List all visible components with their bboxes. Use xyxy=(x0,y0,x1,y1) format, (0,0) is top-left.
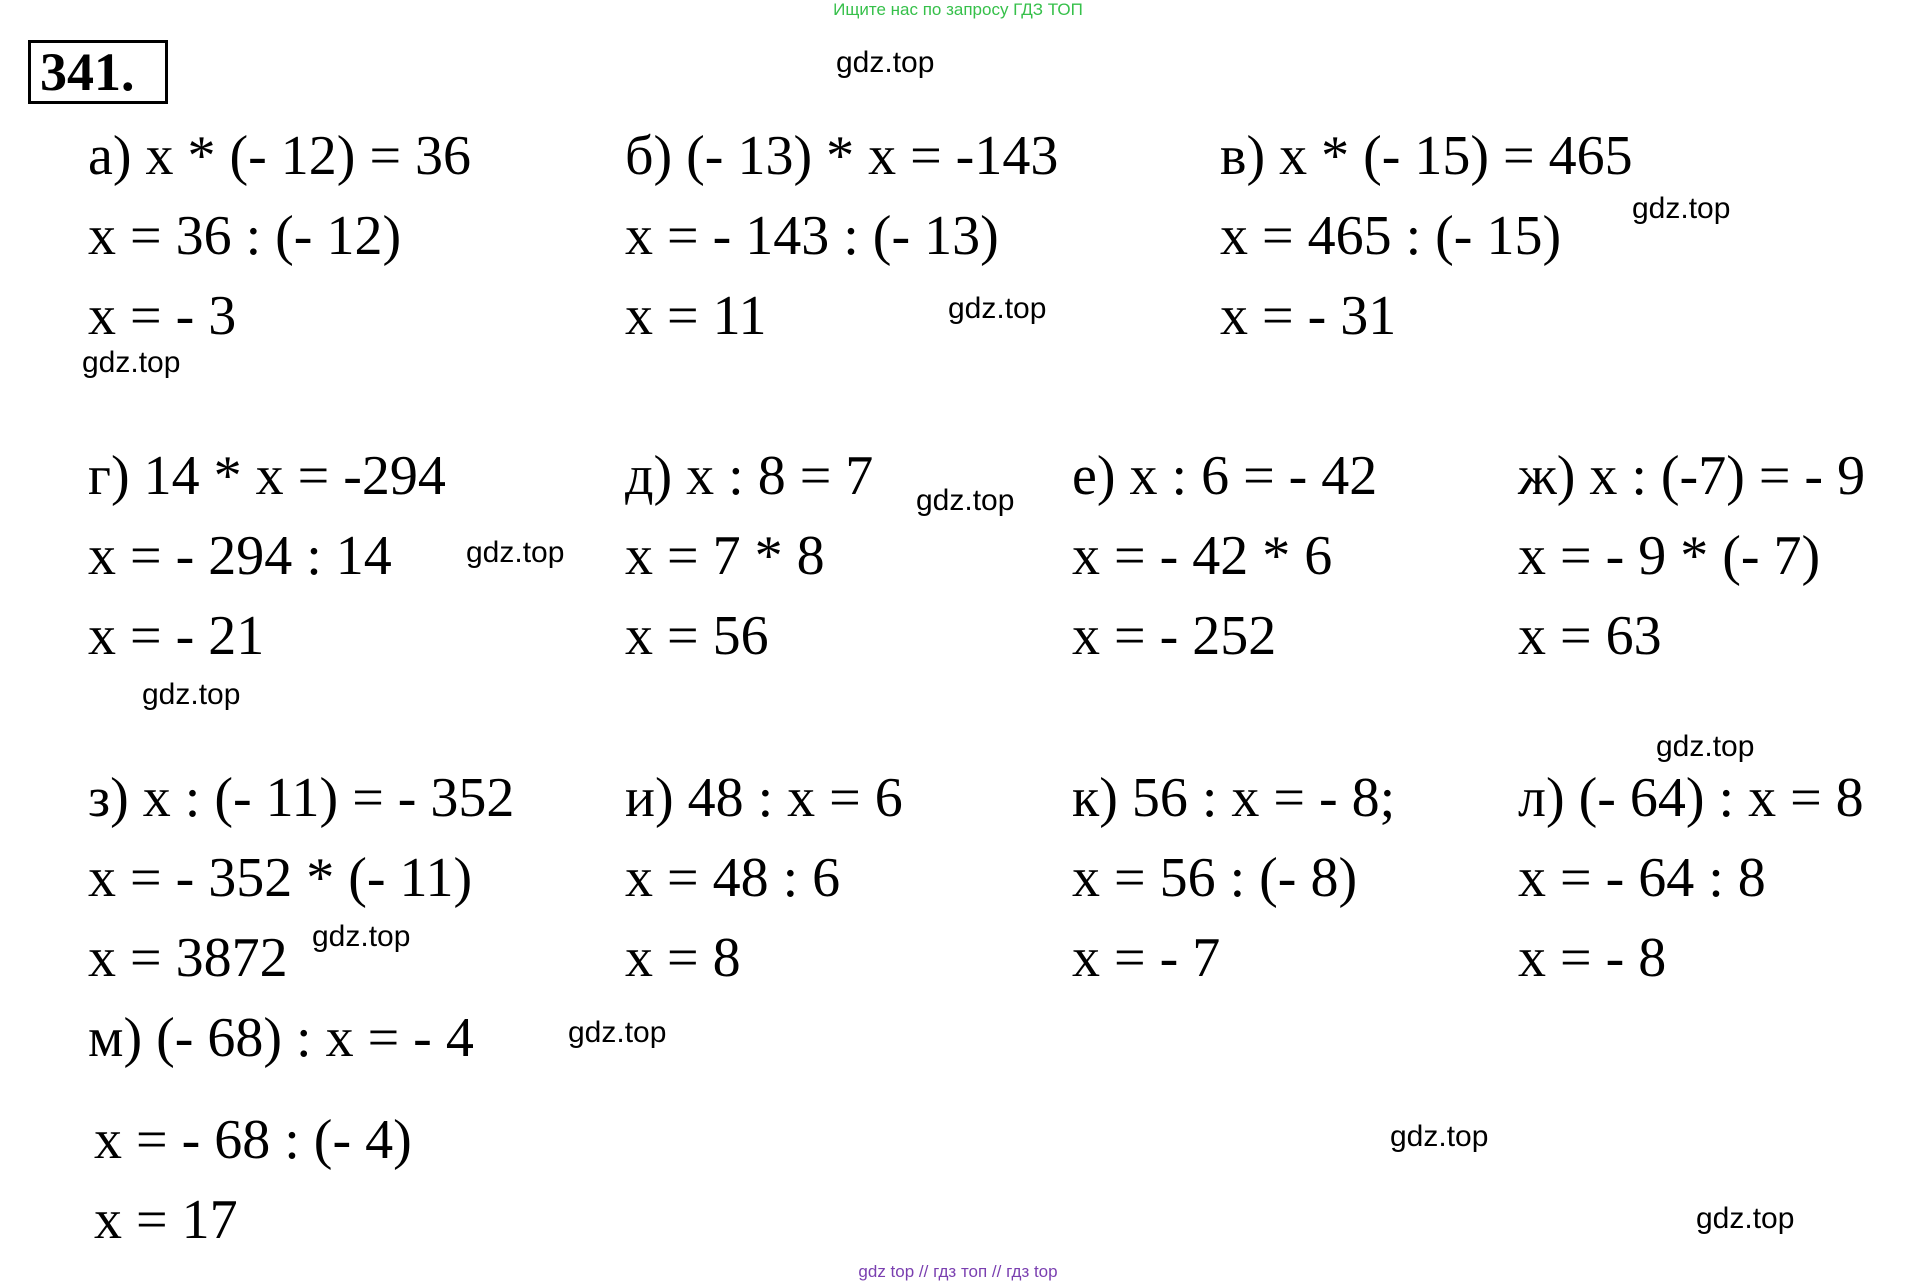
problem-e-line-1: е) x : 6 = - 42 xyxy=(1072,445,1378,507)
problem-a-line-1: а) x * (- 12) = 36 xyxy=(88,125,472,187)
watermark: gdz.top xyxy=(1656,730,1755,763)
problem-k-line-3: x = - 7 xyxy=(1072,927,1221,989)
problem-l-line-2: x = - 64 : 8 xyxy=(1518,847,1766,909)
problem-l-line-1: л) (- 64) : x = 8 xyxy=(1518,767,1864,829)
problem-zh-line-3: x = 63 xyxy=(1518,605,1662,667)
problem-m-line-3: x = 17 xyxy=(94,1189,238,1251)
footer-links[interactable]: gdz top // гдз топ // гдз top xyxy=(858,1262,1058,1281)
task-number: 341. xyxy=(40,42,135,102)
watermark: gdz.top xyxy=(312,920,411,953)
problem-zh-line-1: ж) x : (-7) = - 9 xyxy=(1518,445,1866,507)
problem-g-line-1: г) 14 * x = -294 xyxy=(88,445,446,507)
problem-d-line-1: д) x : 8 = 7 xyxy=(625,445,874,507)
problem-a-line-3: x = - 3 xyxy=(88,285,237,347)
problem-zh-line-2: x = - 9 * (- 7) xyxy=(1518,525,1821,587)
problem-i-line-2: x = 48 : 6 xyxy=(625,847,841,909)
watermark: gdz.top xyxy=(82,346,181,379)
problem-g-line-2: x = - 294 : 14 xyxy=(88,525,392,587)
problem-k-line-1: к) 56 : x = - 8; xyxy=(1072,767,1396,829)
problem-b-line-3: x = 11 xyxy=(625,285,767,347)
watermark: gdz.top xyxy=(1696,1202,1795,1235)
problem-m-line-2: x = - 68 : (- 4) xyxy=(94,1109,412,1171)
watermark: gdz.top xyxy=(1390,1120,1489,1153)
problem-z-line-2: x = - 352 * (- 11) xyxy=(88,847,473,909)
problem-a-line-2: x = 36 : (- 12) xyxy=(88,205,402,267)
problem-v-line-3: x = - 31 xyxy=(1220,285,1397,347)
problem-i-line-1: и) 48 : x = 6 xyxy=(625,767,903,829)
top-banner[interactable]: Ищите нас по запросу ГДЗ ТОП xyxy=(833,0,1083,19)
problem-v-line-1: в) x * (- 15) = 465 xyxy=(1220,125,1633,187)
problem-z-line-3: x = 3872 xyxy=(88,927,288,989)
watermark: gdz.top xyxy=(466,536,565,569)
watermark: gdz.top xyxy=(916,484,1015,517)
problem-l-line-3: x = - 8 xyxy=(1518,927,1667,989)
problem-b-line-2: x = - 143 : (- 13) xyxy=(625,205,999,267)
problem-z-line-1: з) x : (- 11) = - 352 xyxy=(88,767,515,829)
problem-d-line-3: x = 56 xyxy=(625,605,769,667)
watermark: gdz.top xyxy=(1632,192,1731,225)
watermark: gdz.top xyxy=(948,292,1047,325)
problem-d-line-2: x = 7 * 8 xyxy=(625,525,825,587)
problem-e-line-2: x = - 42 * 6 xyxy=(1072,525,1333,587)
problem-b-line-1: б) (- 13) * x = -143 xyxy=(625,125,1059,187)
problem-e-line-3: x = - 252 xyxy=(1072,605,1277,667)
problem-m-line-1: м) (- 68) : x = - 4 xyxy=(88,1007,474,1069)
problem-i-line-3: x = 8 xyxy=(625,927,741,989)
watermark: gdz.top xyxy=(836,46,935,79)
problem-v-line-2: x = 465 : (- 15) xyxy=(1220,205,1562,267)
watermark: gdz.top xyxy=(142,678,241,711)
problem-k-line-2: x = 56 : (- 8) xyxy=(1072,847,1358,909)
problem-g-line-3: x = - 21 xyxy=(88,605,265,667)
watermark: gdz.top xyxy=(568,1016,667,1049)
